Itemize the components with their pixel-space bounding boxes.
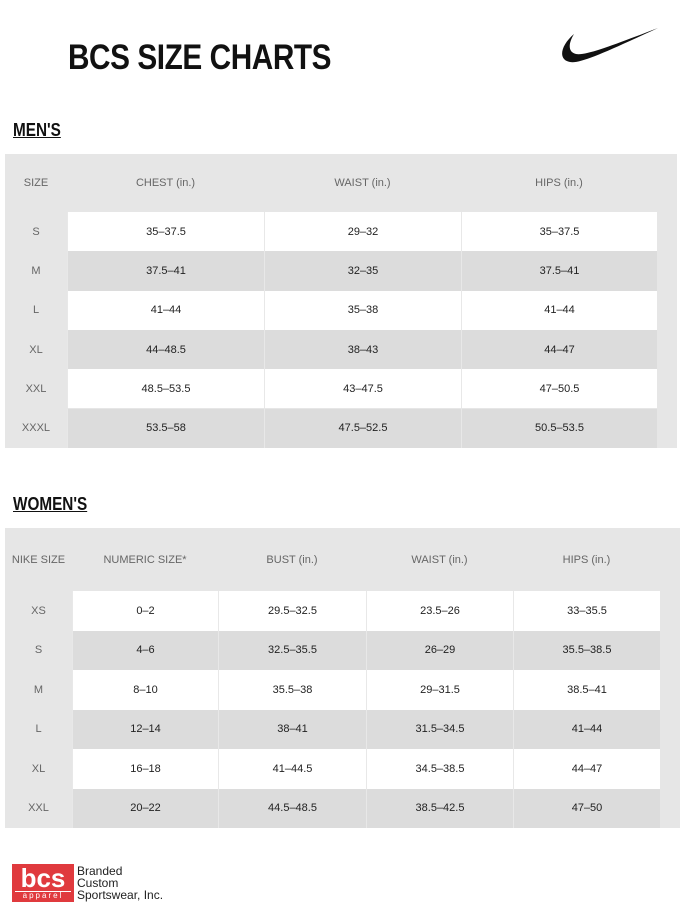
table-cell: 26–29: [366, 631, 513, 671]
table-cell: 0–2: [72, 591, 218, 631]
table-row: [5, 212, 657, 251]
size-label: M: [31, 264, 41, 277]
size-label: XL: [31, 762, 46, 775]
size-label: XS: [31, 604, 46, 617]
column-header: SIZE: [23, 177, 49, 189]
size-label: XXL: [28, 802, 49, 815]
table-row: [5, 631, 660, 671]
table-cell: 41–44.5: [218, 749, 366, 789]
table-row: [5, 749, 660, 789]
column-header: WAIST (in.): [334, 177, 391, 189]
table-cell: 4–6: [72, 631, 218, 671]
table-header-row: [5, 154, 657, 212]
nike-swoosh-logo: [556, 26, 660, 66]
table-cell: 44.5–48.5: [218, 789, 366, 829]
table-row: [5, 330, 657, 369]
table-cell: 29.5–32.5: [218, 591, 366, 631]
table-cell: 47.5–52.5: [264, 409, 461, 448]
table-cell: 38.5–41: [513, 670, 660, 710]
table-cell: 32–35: [264, 251, 461, 290]
column-header: NUMERIC SIZE*: [103, 553, 187, 566]
table-cell: 37.5–41: [461, 251, 657, 290]
table-row: [5, 789, 660, 829]
table-row: [5, 251, 657, 290]
table-cell: 38–41: [218, 710, 366, 750]
womens-heading: WOMEN'S: [13, 494, 88, 514]
size-label: L: [32, 304, 40, 317]
table-cell: 41–44: [67, 291, 264, 330]
table-cell: 35–38: [264, 291, 461, 330]
table-cell: 29–32: [264, 212, 461, 251]
company-line: Custom: [77, 876, 119, 890]
table-cell: 44–47: [461, 330, 657, 369]
size-label: XXXL: [21, 422, 51, 435]
column-header: BUST (in.): [266, 553, 318, 566]
table-cell: 23.5–26: [366, 591, 513, 631]
table-row: [5, 291, 657, 330]
size-label: M: [33, 683, 44, 696]
page-title: BCS SIZE CHARTS: [68, 38, 332, 77]
column-header: WAIST (in.): [411, 553, 468, 566]
table-cell: 38.5–42.5: [366, 789, 513, 829]
table-cell: 44–48.5: [67, 330, 264, 369]
size-label: S: [32, 225, 40, 238]
table-cell: 38–43: [264, 330, 461, 369]
table-cell: 20–22: [72, 789, 218, 829]
company-name: [77, 865, 163, 901]
table-cell: 8–10: [72, 670, 218, 710]
table-row: [5, 591, 660, 631]
table-cell: 41–44: [513, 710, 660, 750]
table-cell: 47–50.5: [461, 369, 657, 408]
badge-subtext: apparel: [15, 891, 71, 900]
table-header-row: [5, 528, 660, 591]
table-cell: 29–31.5: [366, 670, 513, 710]
table-cell: 44–47: [513, 749, 660, 789]
table-cell: 33–35.5: [513, 591, 660, 631]
womens-size-table: [5, 528, 680, 828]
table-cell: 41–44: [461, 291, 657, 330]
bcs-badge: [12, 864, 74, 902]
mens-heading: MEN'S: [13, 120, 61, 140]
mens-size-table: [5, 154, 677, 448]
column-header: CHEST (in.): [135, 177, 196, 189]
size-label: XXL: [25, 382, 47, 395]
bcs-apparel-logo: [12, 864, 163, 902]
table-cell: 53.5–58: [67, 409, 264, 448]
table-cell: 12–14: [72, 710, 218, 750]
table-cell: 50.5–53.5: [461, 409, 657, 448]
table-cell: 35–37.5: [67, 212, 264, 251]
column-header: HIPS (in.): [562, 553, 611, 566]
table-cell: 35–37.5: [461, 212, 657, 251]
table-cell: 32.5–35.5: [218, 631, 366, 671]
table-row: [5, 710, 660, 750]
table-cell: 31.5–34.5: [366, 710, 513, 750]
table-cell: 37.5–41: [67, 251, 264, 290]
table-row: [5, 670, 660, 710]
table-cell: 48.5–53.5: [67, 369, 264, 408]
table-cell: 35.5–38.5: [513, 631, 660, 671]
column-header: NIKE SIZE: [11, 553, 66, 566]
table-cell: 35.5–38: [218, 670, 366, 710]
size-label: L: [35, 723, 42, 736]
company-line: Sportswear, Inc.: [77, 888, 164, 902]
table-row: [5, 409, 657, 448]
size-label: XL: [29, 343, 43, 356]
table-cell: 34.5–38.5: [366, 749, 513, 789]
size-label: S: [34, 644, 43, 657]
table-row: [5, 369, 657, 408]
table-cell: 47–50: [513, 789, 660, 829]
table-cell: 43–47.5: [264, 369, 461, 408]
company-line: Branded: [77, 864, 123, 878]
table-cell: 16–18: [72, 749, 218, 789]
column-header: HIPS (in.): [535, 177, 583, 189]
badge-text: bcs: [20, 863, 66, 893]
